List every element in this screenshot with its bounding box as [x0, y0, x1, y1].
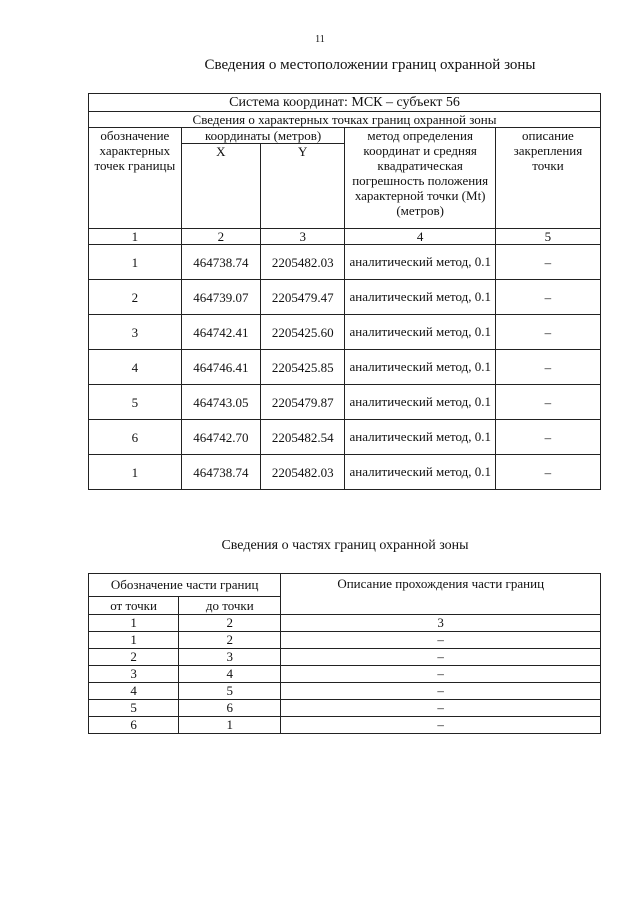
table-row	[89, 649, 601, 666]
method-cell: аналитический метод, 0.1	[345, 455, 495, 490]
point-designation: 3	[89, 315, 182, 350]
from-point-cell: 5	[89, 700, 179, 717]
header-part-designation: Обозначение части границ	[89, 574, 281, 597]
point-designation: 1	[89, 455, 182, 490]
table-row	[89, 455, 601, 490]
column-number: 3	[261, 229, 345, 245]
header-part-description: Описание прохождения части границ	[281, 574, 601, 615]
description-cell: –	[495, 385, 600, 420]
column-number: 2	[179, 615, 281, 632]
y-coordinate: 2205425.85	[261, 350, 345, 385]
column-number: 4	[345, 229, 495, 245]
table-row	[89, 245, 601, 280]
from-point-cell: 2	[89, 649, 179, 666]
x-coordinate: 464742.41	[181, 315, 260, 350]
point-designation: 6	[89, 420, 182, 455]
header-coordinates: координаты (метров)	[181, 128, 345, 144]
method-cell: аналитический метод, 0.1	[345, 420, 495, 455]
part-description-cell: –	[281, 683, 601, 700]
y-coordinate: 2205425.60	[261, 315, 345, 350]
x-coordinate: 464739.07	[181, 280, 260, 315]
description-cell: –	[495, 420, 600, 455]
table-row	[89, 683, 601, 700]
boundary-parts-table	[88, 573, 601, 734]
table-row	[89, 632, 601, 649]
characteristic-points-table	[88, 93, 601, 490]
from-point-cell: 3	[89, 666, 179, 683]
header-from-point: от точки	[89, 597, 179, 615]
part-description-cell: –	[281, 700, 601, 717]
part-description-cell: –	[281, 666, 601, 683]
table-row	[89, 666, 601, 683]
from-point-cell: 4	[89, 683, 179, 700]
method-cell: аналитический метод, 0.1	[345, 350, 495, 385]
coordinate-system-label: Система координат: МСК – субъект 56	[89, 94, 601, 112]
y-coordinate: 2205482.54	[261, 420, 345, 455]
description-cell: –	[495, 280, 600, 315]
section-title-boundaries: Сведения о местоположении границ охранной зоны	[204, 57, 536, 73]
point-designation: 1	[89, 245, 182, 280]
method-cell: аналитический метод, 0.1	[345, 385, 495, 420]
method-cell: аналитический метод, 0.1	[345, 280, 495, 315]
x-coordinate: 464742.70	[181, 420, 260, 455]
from-point-cell: 6	[89, 717, 179, 734]
column-number: 3	[281, 615, 601, 632]
y-coordinate: 2205479.47	[261, 280, 345, 315]
table-row	[89, 350, 601, 385]
description-cell: –	[495, 245, 600, 280]
point-designation: 2	[89, 280, 182, 315]
header-y: Y	[261, 144, 345, 229]
column-number: 5	[495, 229, 600, 245]
table-row	[89, 280, 601, 315]
to-point-cell: 6	[179, 700, 281, 717]
to-point-cell: 4	[179, 666, 281, 683]
table-row	[89, 385, 601, 420]
to-point-cell: 1	[179, 717, 281, 734]
x-coordinate: 464738.74	[181, 245, 260, 280]
point-designation: 5	[89, 385, 182, 420]
x-coordinate: 464738.74	[181, 455, 260, 490]
y-coordinate: 2205479.87	[261, 385, 345, 420]
point-designation: 4	[89, 350, 182, 385]
description-cell: –	[495, 350, 600, 385]
part-description-cell: –	[281, 632, 601, 649]
x-coordinate: 464746.41	[181, 350, 260, 385]
column-number: 1	[89, 229, 182, 245]
table-row	[89, 700, 601, 717]
to-point-cell: 3	[179, 649, 281, 666]
column-numbers-row	[89, 229, 601, 245]
header-description: описание закрепления точки	[495, 128, 600, 229]
part-description-cell: –	[281, 717, 601, 734]
header-designation: обозначение характерных точек границы	[89, 128, 182, 229]
table-row	[89, 315, 601, 350]
table-row	[89, 717, 601, 734]
page-number: 11	[315, 34, 325, 45]
header-method: метод определения координат и средняя квадратическая погрешность положения характерной точки (Mt) (метров)	[345, 128, 495, 229]
description-cell: –	[495, 455, 600, 490]
x-coordinate: 464743.05	[181, 385, 260, 420]
table-subtitle: Сведения о характерных точках границ охранной зоны	[89, 112, 601, 128]
table-row	[89, 420, 601, 455]
to-point-cell: 2	[179, 632, 281, 649]
column-number: 1	[89, 615, 179, 632]
part-description-cell: –	[281, 649, 601, 666]
description-cell: –	[495, 315, 600, 350]
from-point-cell: 1	[89, 632, 179, 649]
y-coordinate: 2205482.03	[261, 455, 345, 490]
column-numbers-row	[89, 615, 601, 632]
method-cell: аналитический метод, 0.1	[345, 315, 495, 350]
section-title-boundary-parts: Сведения о частях границ охранной зоны	[221, 538, 469, 553]
header-x: X	[181, 144, 260, 229]
y-coordinate: 2205482.03	[261, 245, 345, 280]
method-cell: аналитический метод, 0.1	[345, 245, 495, 280]
to-point-cell: 5	[179, 683, 281, 700]
header-to-point: до точки	[179, 597, 281, 615]
column-number: 2	[181, 229, 260, 245]
